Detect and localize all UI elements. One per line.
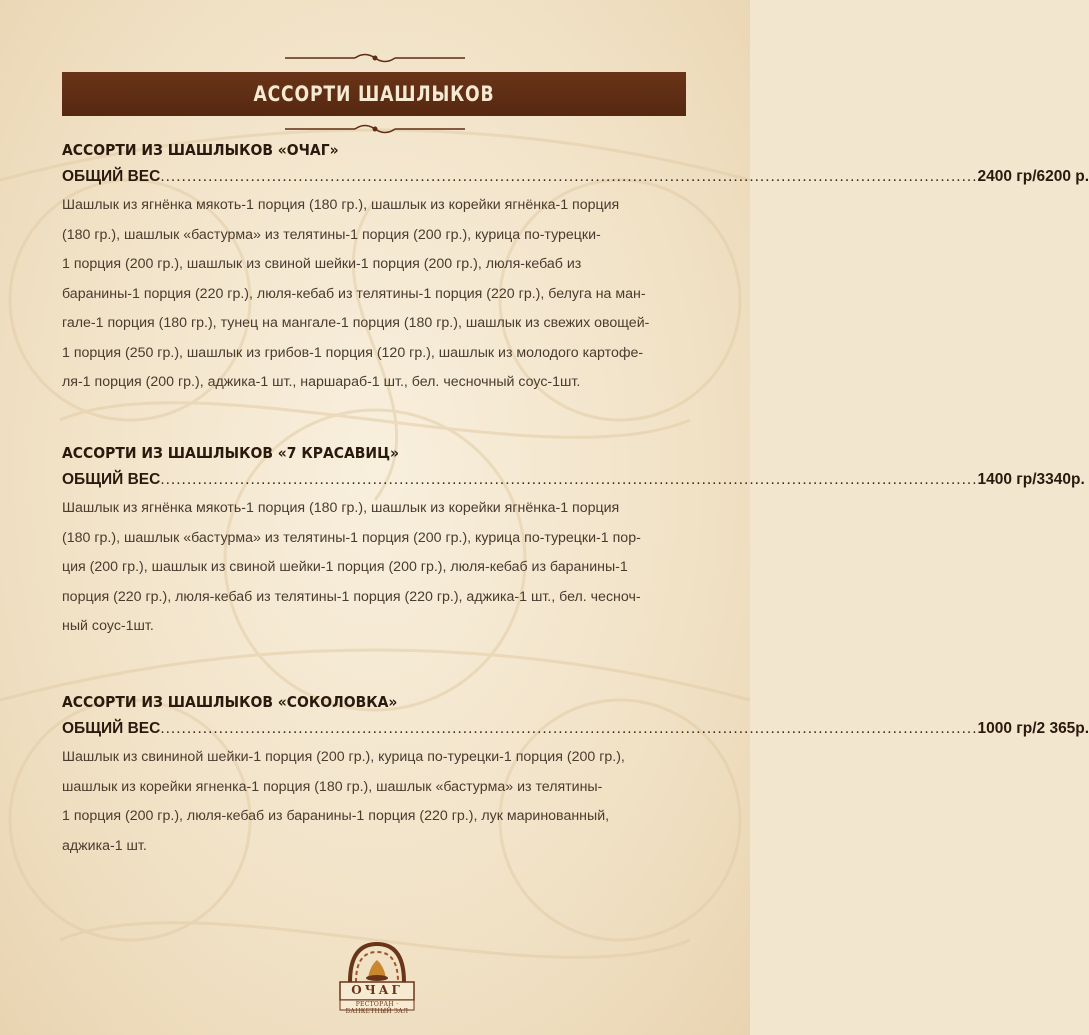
- weight-price-line: [62, 465, 1085, 494]
- leader-dots: ..........................................................................................................................................................: [160, 168, 978, 185]
- description-line: 1 порция (200 гр.), люля-кебаб из баранины-1 порция (220 гр.), лук маринованный,: [62, 808, 610, 824]
- description-line: Шашлык из свининой шейки-1 порция (200 гр.), курица по-турецки-1 порция (200 гр.),: [62, 749, 625, 765]
- description-line: порция (220 гр.), люля-кебаб из телятины-1 порция (220 гр.), аджика-1 шт., бел. чесноч-: [62, 588, 641, 605]
- description-line: ный соус-1шт.: [62, 618, 154, 634]
- menu-item-title: АССОРТИ ИЗ ШАШЛЫКОВ «СОКОЛОВКА»: [62, 693, 398, 711]
- description-line: ля-1 порция (200 гр.), аджика-1 шт., наршараб-1 шт., бел. чесночный соус-1шт.: [62, 374, 581, 390]
- menu-item-sokolovka: [62, 690, 1089, 861]
- description-line: Шашлык из ягнёнка мякоть-1 порция (180 гр.), шашлык из корейки ягнёнка-1 порция: [62, 197, 620, 213]
- bottom-ornament-divider: [0, 122, 750, 136]
- menu-item-price: 2400 гр/6200 р.: [977, 168, 1089, 185]
- description-line: Шашлык из ягнёнка мякоть-1 порция (180 гр.), шашлык из корейки ягнёнка-1 порция: [62, 500, 620, 516]
- description-line: (180 гр.), шашлык «бастурма» из телятины-1 порция (200 гр.), курица по-турецки-1 пор-: [62, 529, 641, 546]
- description-line: ция (200 гр.), шашлык из свиной шейки-1 порция (200 гр.), люля-кебаб из баранины-1: [62, 559, 628, 575]
- leader-dots: ..........................................................................................................................................................: [160, 471, 978, 488]
- description-line: аджика-1 шт.: [62, 837, 147, 854]
- weight-price-line: [62, 714, 1089, 743]
- top-ornament-divider: [0, 51, 750, 65]
- menu-item-price: 1400 гр/3340р.: [977, 471, 1085, 488]
- weight-label: ОБЩИЙ ВЕС: [62, 471, 161, 488]
- description-line: 1 порция (200 гр.), шашлык из свиной шейки-1 порция (200 гр.), люля-кебаб из: [62, 256, 582, 272]
- description-line: баранины-1 порция (220 гр.), люля-кебаб из телятины-1 порция (220 гр.), белуга на ман-: [62, 285, 646, 302]
- menu-item-price: 1000 гр/2 365р.: [977, 720, 1089, 737]
- page-title: АССОРТИ ШАШЛЫКОВ: [253, 82, 495, 106]
- description-line: 1 порция (250 гр.), шашлык из грибов-1 порция (120 гр.), шашлык из молодого картофе-: [62, 344, 644, 361]
- description-line: (180 гр.), шашлык «бастурма» из телятины-1 порция (200 гр.), курица по-турецки-: [62, 226, 601, 243]
- menu-item-ochag: [62, 138, 1089, 398]
- menu-item-title: АССОРТИ ИЗ ШАШЛЫКОВ «7 КРАСАВИЦ»: [62, 444, 400, 462]
- description-line: гале-1 порция (180 гр.), тунец на мангале-1 порция (180 гр.), шашлык из свежих овощей-: [62, 315, 650, 331]
- logo-name: ОЧАГ: [351, 983, 403, 997]
- menu-item-7-krasavits: [62, 441, 1085, 642]
- menu-item-title: АССОРТИ ИЗ ШАШЛЫКОВ «ОЧАГ»: [62, 141, 339, 159]
- logo-subtitle: РЕСТОРАН · БАНКЕТНЫЙ ЗАЛ: [345, 1001, 409, 1015]
- description-line: шашлык из корейки ягненка-1 порция (180 гр.), шашлык «бастурма» из телятины-: [62, 778, 603, 795]
- title-bar: [62, 72, 686, 116]
- restaurant-logo: [332, 938, 422, 1016]
- weight-label: ОБЩИЙ ВЕС: [62, 168, 161, 185]
- weight-label: ОБЩИЙ ВЕС: [62, 720, 161, 737]
- leader-dots: ..........................................................................................................................................................: [160, 720, 978, 737]
- weight-price-line: [62, 162, 1089, 191]
